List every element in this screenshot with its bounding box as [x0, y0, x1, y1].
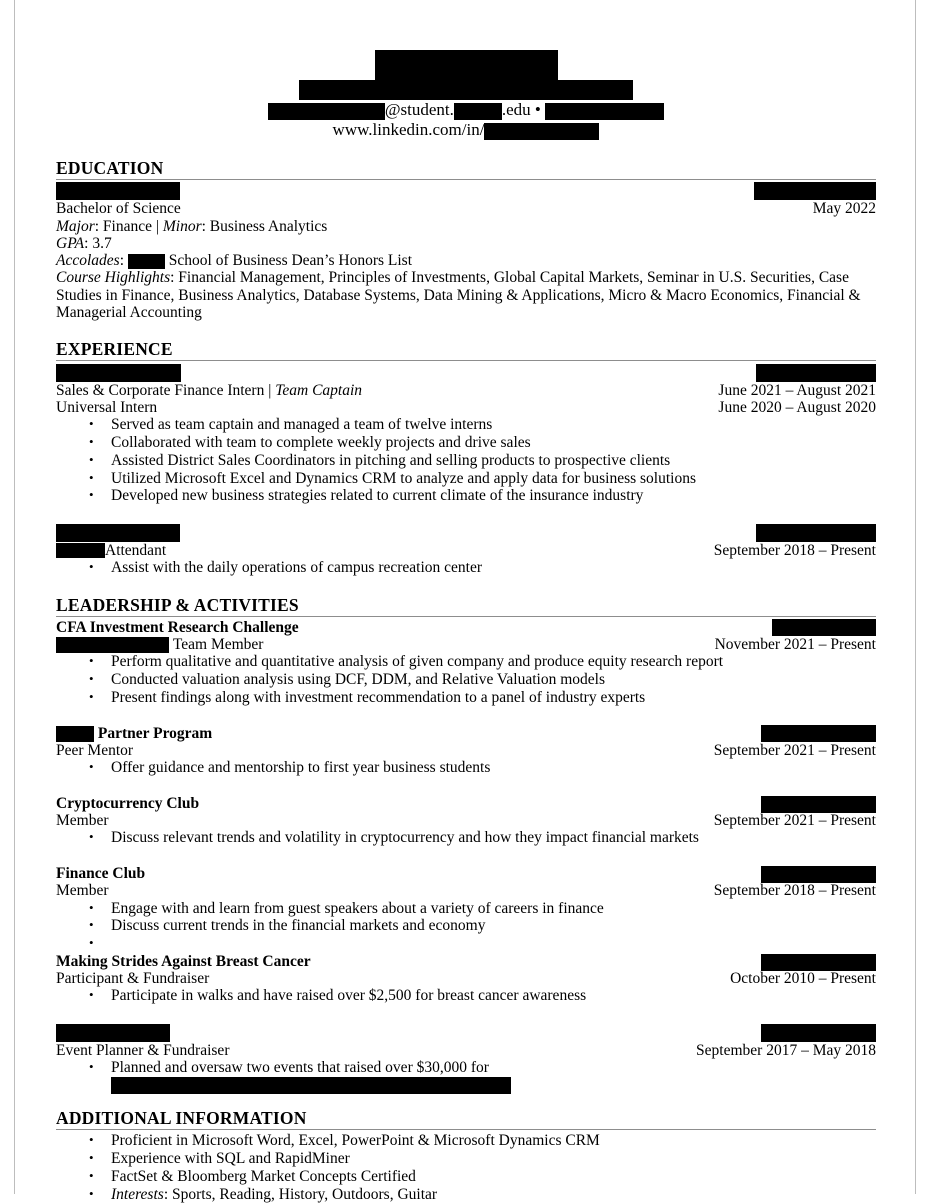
list-item: • Present findings along with investment recommendation to a panel of industry experts — [56, 689, 876, 707]
header-address-line — [56, 80, 876, 100]
list-item: • FactSet & Bloomberg Market Concepts Certified — [56, 1168, 876, 1186]
leadership-5-role: Participant & Fundraiser — [56, 970, 210, 988]
email-domain-prefix: @student. — [384, 100, 454, 120]
section-divider-leadership — [56, 616, 876, 617]
linkedin-handle-redaction-bar — [484, 123, 599, 140]
list-item: • Utilized Microsoft Excel and Dynamics CRM to analyze and apply data for business solutions — [56, 470, 876, 488]
graduation-date: May 2022 — [812, 200, 876, 218]
gpa-label: GPA — [56, 234, 85, 252]
minor-label: Minor — [162, 217, 202, 235]
email-tld: .edu — [501, 100, 531, 120]
list-item: • Discuss relevant trends and volatility in cryptocurrency and how they impact financial markets — [56, 829, 876, 847]
minor-value: : Business Analytics — [201, 217, 328, 235]
header-contact-line — [56, 100, 876, 120]
leadership-6-bullet-space — [489, 1059, 493, 1076]
leadership-3-bullet-list — [56, 829, 876, 847]
leadership-2-bullet-list — [56, 759, 876, 777]
leadership-entry-4-role-row — [56, 882, 876, 899]
leadership-2-dates: September 2021 – Present — [713, 741, 876, 759]
experience-2-role: Attendant — [105, 541, 167, 559]
section-divider-additional — [56, 1129, 876, 1130]
list-item: • Assist with the daily operations of campus recreation center — [56, 559, 876, 577]
list-item: • Conducted valuation analysis using DCF, DDM, and Relative Valuation models — [56, 671, 876, 689]
additional-bullet-list — [56, 1132, 876, 1203]
leadership-1-org: CFA Investment Research Challenge — [56, 618, 299, 636]
section-title-experience: EXPERIENCE — [56, 339, 173, 360]
experience-2-dates: September 2018 – Present — [713, 541, 876, 559]
experience-entry-1-header — [56, 363, 876, 381]
leadership-1-date-redaction-bar — [772, 619, 876, 636]
experience-1-bullet-list — [56, 416, 876, 505]
degree-label: Bachelor of Science — [56, 200, 181, 218]
accolades-value: School of Business Dean’s Honors List — [168, 252, 413, 270]
leadership-4-date-redaction-bar — [761, 866, 876, 883]
interests-value: : Sports, Reading, History, Outdoors, Guitar — [163, 1185, 438, 1203]
leadership-2-org-redaction-bar — [56, 726, 94, 742]
coursework-value: : Financial Management, Principles of Investments, Global Capital Markets, Seminar in U.S. Securities, Case Studies in Finance, Business Analytics, Database Systems, Data Mining & Applications, Micro & Macro Economics, Financial & Managerial Accounting — [56, 269, 861, 322]
list-item: • Perform qualitative and quantitative analysis of given company and produce equity research report — [56, 653, 876, 671]
resume-content — [56, 0, 876, 1204]
leadership-4-org: Finance Club — [56, 865, 146, 883]
leadership-1-bullet-list — [56, 653, 876, 706]
employer-2-redaction-bar — [56, 524, 180, 542]
major-value: : Finance | — [94, 217, 163, 235]
section-title-additional: ADDITIONAL INFORMATION — [56, 1108, 307, 1129]
education-coursework-row — [56, 269, 876, 321]
experience-1-date-redaction-bar — [756, 364, 876, 382]
list-item: • Discuss current trends in the financial markets and economy — [56, 917, 876, 935]
list-item: • Assisted District Sales Coordinators in pitching and selling products to prospective clients — [56, 452, 876, 470]
leadership-entry-1-role-row — [56, 636, 876, 653]
list-item: • Participate in walks and have raised over $2,500 for breast cancer awareness — [56, 987, 876, 1005]
leadership-1-dates: November 2021 – Present — [714, 635, 876, 653]
list-item-empty — [56, 935, 876, 953]
experience-1-role-title: Team Captain — [275, 381, 363, 399]
leadership-5-dates: October 2010 – Present — [730, 970, 876, 988]
major-label: Major — [56, 217, 95, 235]
resume-header — [56, 0, 876, 80]
leadership-6-beneficiary-redaction-bar — [111, 1077, 511, 1094]
education-major-row — [56, 218, 876, 235]
experience-entry-1-role2-row — [56, 399, 876, 416]
leadership-3-dates: September 2021 – Present — [713, 812, 876, 830]
email-domain-redaction-bar — [454, 103, 502, 120]
leadership-2-org: Partner Program — [97, 724, 213, 742]
leadership-entry-3-header — [56, 795, 876, 812]
experience-entry-2-header — [56, 523, 876, 541]
list-item: • Proficient in Microsoft Word, Excel, PowerPoint & Microsoft Dynamics CRM — [56, 1132, 876, 1150]
list-item: • Developed new business strategies related to current climate of the insurance industry — [56, 487, 876, 505]
linkedin-url-prefix: www.linkedin.com/in/ — [332, 120, 485, 140]
leadership-3-role: Member — [56, 812, 109, 830]
leadership-3-date-redaction-bar — [761, 796, 876, 813]
header-linkedin-line — [56, 120, 876, 140]
school-name-redaction-bar — [56, 182, 180, 200]
leadership-4-role: Member — [56, 882, 109, 900]
list-item: • Collaborated with team to complete weekly projects and drive sales — [56, 434, 876, 452]
accolades-colon: : — [119, 252, 125, 270]
education-date-redaction-bar — [754, 182, 876, 200]
leadership-5-date-redaction-bar — [761, 954, 876, 971]
experience-1-role2: Universal Intern — [56, 398, 158, 416]
leadership-entry-5-header — [56, 953, 876, 970]
list-item: • Engage with and learn from guest speakers about a variety of careers in finance — [56, 900, 876, 918]
experience-2-date-redaction-bar — [756, 524, 876, 542]
coursework-label: Course Highlights — [56, 269, 171, 287]
list-item: • Experience with SQL and RapidMiner — [56, 1150, 876, 1168]
interests-label: Interests — [111, 1185, 164, 1203]
address-redaction-bar — [299, 80, 633, 100]
gpa-value: : 3.7 — [84, 234, 112, 252]
leadership-1-role: Team Member — [172, 635, 264, 653]
leadership-entry-6-header — [56, 1023, 876, 1041]
phone-redaction-bar — [545, 103, 664, 120]
leadership-2-role: Peer Mentor — [56, 741, 134, 759]
leadership-6-date-redaction-bar — [761, 1024, 876, 1042]
list-item-interests — [56, 1186, 876, 1204]
leadership-entry-6-role-row — [56, 1042, 876, 1059]
list-item — [56, 1059, 876, 1095]
accolades-school-redaction-bar — [128, 254, 165, 269]
leadership-6-dates: September 2017 – May 2018 — [696, 1041, 876, 1059]
section-divider-experience — [56, 360, 876, 361]
leadership-3-org: Cryptocurrency Club — [56, 794, 200, 812]
section-divider-education — [56, 179, 876, 180]
section-title-leadership: LEADERSHIP & ACTIVITIES — [56, 594, 299, 615]
experience-1-dates: June 2021 – August 2021 — [718, 381, 876, 399]
email-user-redaction-bar — [268, 103, 385, 120]
experience-2-bullet-list — [56, 559, 876, 577]
leadership-entry-4-header — [56, 865, 876, 882]
experience-entry-1-role-row — [56, 382, 876, 399]
leadership-2-date-redaction-bar — [761, 725, 876, 742]
list-item: • Served as team captain and managed a team of twelve interns — [56, 416, 876, 434]
leadership-6-role: Event Planner & Fundraiser — [56, 1041, 230, 1059]
list-item: • Offer guidance and mentorship to first year business students — [56, 759, 876, 777]
contact-bullet-separator: • — [534, 100, 541, 120]
experience-1-dates2: June 2020 – August 2020 — [718, 398, 876, 416]
employer-1-redaction-bar — [56, 364, 181, 382]
education-degree-row — [56, 200, 876, 217]
leadership-4-bullet-list — [56, 900, 876, 953]
experience-entry-2-role-row — [56, 542, 876, 559]
leadership-5-org: Making Strides Against Breast Cancer — [56, 952, 311, 970]
education-entry-header — [56, 182, 876, 200]
education-gpa-row — [56, 235, 876, 252]
leadership-1-role-redaction-bar — [56, 637, 169, 653]
leadership-6-bullet-text: Planned and oversaw two events that raised over $30,000 for — [111, 1058, 489, 1076]
leadership-entry-5-role-row — [56, 970, 876, 987]
experience-2-role-redaction-bar — [56, 543, 105, 558]
leadership-entry-2-header — [56, 725, 876, 742]
experience-1-role: Sales & Corporate Finance Intern | — [56, 381, 276, 399]
leadership-6-bullet-list — [56, 1059, 876, 1095]
leadership-entry-3-role-row — [56, 812, 876, 829]
leadership-entry-1-header — [56, 619, 876, 636]
education-accolades-row — [56, 252, 876, 269]
accolades-label: Accolades — [56, 252, 120, 270]
leadership-5-bullet-list — [56, 987, 876, 1005]
leadership-entry-2-role-row — [56, 742, 876, 759]
name-redaction-bar — [375, 50, 558, 80]
leadership-6-org-redaction-bar — [56, 1024, 170, 1042]
leadership-4-dates: September 2018 – Present — [713, 882, 876, 900]
section-title-education: EDUCATION — [56, 158, 164, 179]
